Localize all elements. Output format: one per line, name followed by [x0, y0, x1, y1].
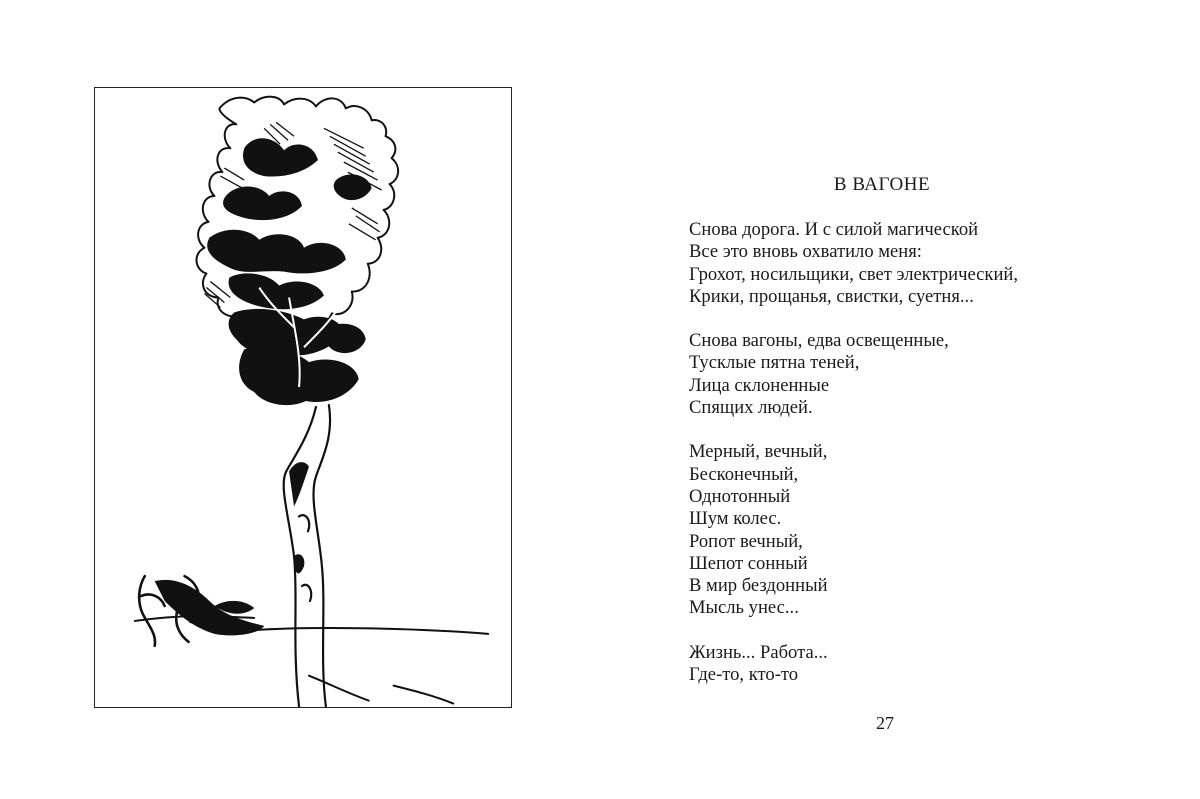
stanza-2	[689, 330, 1159, 419]
poem-line: Грохот, носильщики, свет электрический,	[689, 263, 1019, 285]
poem-line: Все это вновь охватило меня:	[689, 241, 922, 263]
poem-line: Тусклые пятна теней,	[689, 352, 860, 374]
poem-body	[689, 219, 1159, 708]
stanza-3	[689, 441, 1159, 619]
lower-bush	[155, 580, 264, 636]
tree-drawing	[95, 88, 511, 707]
poem-line: Шум колес.	[689, 508, 782, 530]
poem-line: Снова дорога. И с силой магической	[689, 219, 979, 240]
crown-dark-masses	[207, 138, 371, 405]
poem-line: Лица склоненные	[689, 374, 830, 396]
stanza-1	[689, 219, 1159, 308]
poem-title: В ВАГОНЕ	[833, 174, 931, 195]
poem-line: Спящих людей.	[689, 397, 813, 419]
poem-line: Ропот вечный,	[689, 530, 803, 552]
poem-line: Снова вагоны, едва освещенные,	[689, 330, 949, 352]
tree-illustration	[94, 87, 512, 708]
ground-lines	[135, 616, 488, 703]
stanza-4	[689, 642, 1159, 687]
page-number: 27	[876, 713, 894, 733]
poem-line: Жизнь... Работа...	[689, 641, 828, 663]
poem-line: Шепот сонный	[689, 552, 808, 574]
poem-line: Бесконечный,	[689, 463, 799, 485]
tree-trunk	[284, 405, 330, 707]
poem-line: Крики, прощанья, свистки, суетня...	[689, 285, 974, 307]
poem-line: В мир бездонный	[689, 575, 828, 597]
poem-line: Мерный, вечный,	[689, 441, 828, 463]
poem-line: Где-то, кто-то	[689, 664, 799, 686]
poem-line: Однотонный	[689, 485, 791, 507]
poem-line: Мысль унес...	[689, 597, 799, 619]
